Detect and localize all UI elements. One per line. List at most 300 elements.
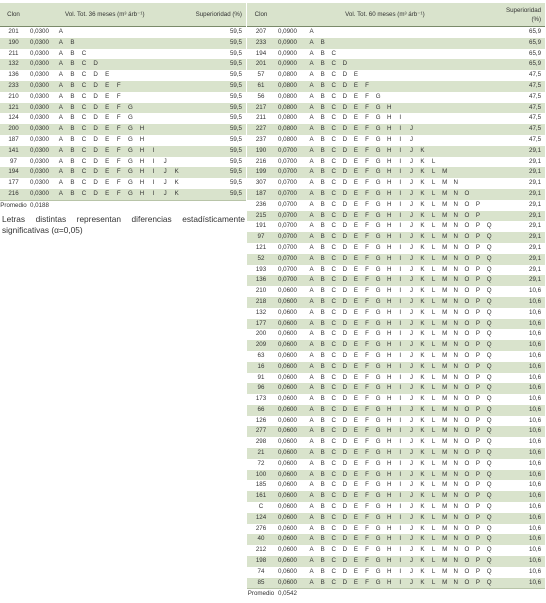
- group-letter: [472, 81, 483, 92]
- group-letter: L: [428, 405, 439, 416]
- group-letter: A: [55, 81, 67, 92]
- group-letter: J: [406, 135, 417, 146]
- group-letter: B: [317, 157, 328, 168]
- group-letter: A: [306, 319, 317, 330]
- group-letter: O: [461, 243, 472, 254]
- group-letter: A: [306, 254, 317, 265]
- group-letter: [439, 135, 450, 146]
- group-letter: H: [384, 340, 395, 351]
- group-letter: A: [55, 135, 67, 146]
- group-letter: E: [350, 308, 361, 319]
- group-letter: D: [90, 178, 102, 189]
- group-letter: G: [373, 124, 384, 135]
- clon-cell: 217: [247, 103, 275, 114]
- group-letter: M: [439, 308, 450, 319]
- group-letter: P: [472, 340, 483, 351]
- volume-cell: 0,0600: [275, 286, 306, 297]
- group-letter: [450, 70, 461, 81]
- group-letter: I: [395, 578, 406, 589]
- group-letter: E: [350, 135, 361, 146]
- group-letter: G: [125, 103, 137, 114]
- group-letter: P: [472, 524, 483, 535]
- group-letter: M: [439, 275, 450, 286]
- group-letter: [472, 178, 483, 189]
- group-letter: [428, 59, 439, 70]
- group-letter: G: [373, 556, 384, 567]
- group-letter: N: [450, 275, 461, 286]
- group-letter: [450, 124, 461, 135]
- superioridad-cell: 59,5: [183, 27, 246, 38]
- group-letter: P: [472, 254, 483, 265]
- group-letter: C: [328, 211, 339, 222]
- group-letter: J: [406, 254, 417, 265]
- group-letter: A: [306, 49, 317, 60]
- group-letter: I: [395, 491, 406, 502]
- group-letter: L: [428, 286, 439, 297]
- group-letter: I: [395, 232, 406, 243]
- group-letter: E: [350, 275, 361, 286]
- group-letter: Q: [484, 243, 495, 254]
- group-letter: F: [361, 297, 372, 308]
- group-letter: A: [306, 351, 317, 362]
- group-letter: J: [406, 524, 417, 535]
- superioridad-cell: 29,1: [495, 200, 545, 211]
- group-letter: B: [317, 416, 328, 427]
- table-row: [0, 146, 246, 157]
- group-letter: E: [350, 556, 361, 567]
- group-letter: E: [350, 189, 361, 200]
- group-letter: [171, 113, 183, 124]
- group-letter: C: [78, 124, 90, 135]
- volume-cell: 0,0300: [27, 189, 55, 200]
- group-letter: B: [317, 513, 328, 524]
- group-letter: H: [136, 124, 148, 135]
- group-letter: I: [395, 502, 406, 513]
- group-letter: I: [395, 480, 406, 491]
- group-letter: N: [450, 373, 461, 384]
- group-letter: A: [306, 373, 317, 384]
- group-letter: B: [67, 157, 79, 168]
- group-letter: L: [428, 578, 439, 589]
- group-letter: B: [67, 178, 79, 189]
- group-letter: A: [306, 167, 317, 178]
- group-letter: I: [395, 113, 406, 124]
- group-letter: [417, 59, 428, 70]
- group-letter: Q: [484, 502, 495, 513]
- clon-cell: 191: [247, 221, 275, 232]
- group-letter: D: [90, 103, 102, 114]
- group-letter: J: [406, 275, 417, 286]
- group-letter: H: [384, 416, 395, 427]
- group-letter: H: [384, 351, 395, 362]
- group-letter: I: [395, 146, 406, 157]
- group-letter: C: [328, 103, 339, 114]
- group-letter: E: [350, 286, 361, 297]
- clon-cell: 194: [247, 49, 275, 60]
- group-letter: O: [461, 513, 472, 524]
- group-letter: E: [350, 524, 361, 535]
- group-letter: E: [350, 362, 361, 373]
- group-letter: E: [350, 211, 361, 222]
- group-letter: O: [461, 383, 472, 394]
- group-letter: A: [55, 124, 67, 135]
- volume-cell: 0,0700: [275, 189, 306, 200]
- group-letter: [472, 70, 483, 81]
- group-letter: A: [306, 534, 317, 545]
- superioridad-cell: 10,6: [495, 394, 545, 405]
- group-letter: [159, 70, 171, 81]
- clon-cell: 210: [247, 286, 275, 297]
- clon-cell: 126: [247, 416, 275, 427]
- group-letter: E: [350, 394, 361, 405]
- group-letter: A: [306, 480, 317, 491]
- group-letter: [461, 92, 472, 103]
- volume-cell: 0,0600: [275, 513, 306, 524]
- group-letter: [171, 59, 183, 70]
- group-letter: [328, 38, 339, 49]
- group-letter: K: [417, 146, 428, 157]
- table-row: [247, 113, 545, 124]
- group-letter: J: [406, 373, 417, 384]
- superioridad-cell: 59,5: [183, 135, 246, 146]
- group-letter: H: [384, 459, 395, 470]
- group-letter: C: [328, 437, 339, 448]
- group-letter: [125, 81, 137, 92]
- group-letter: J: [406, 416, 417, 427]
- group-letter: B: [317, 373, 328, 384]
- group-letter: I: [148, 157, 160, 168]
- average-value: 0,0188: [27, 200, 55, 211]
- group-letter: [461, 113, 472, 124]
- group-letter: B: [317, 81, 328, 92]
- group-letter: O: [461, 221, 472, 232]
- volume-cell: 0,0600: [275, 340, 306, 351]
- volume-cell: 0,0700: [275, 254, 306, 265]
- group-letter: J: [159, 178, 171, 189]
- group-letter: M: [439, 254, 450, 265]
- group-letter: F: [361, 394, 372, 405]
- group-letter: G: [373, 243, 384, 254]
- group-letter: C: [328, 81, 339, 92]
- group-letter: Q: [484, 297, 495, 308]
- group-letter: [484, 59, 495, 70]
- group-letter: [428, 27, 439, 38]
- group-letter: [384, 38, 395, 49]
- group-letter: [406, 27, 417, 38]
- group-letter: L: [428, 200, 439, 211]
- group-letter: O: [461, 534, 472, 545]
- group-letter: N: [450, 470, 461, 481]
- group-letter: C: [328, 265, 339, 276]
- group-letter: P: [472, 265, 483, 276]
- group-letter: O: [461, 232, 472, 243]
- group-letter: A: [55, 59, 67, 70]
- group-letter: A: [306, 437, 317, 448]
- group-letter: K: [171, 189, 183, 200]
- group-letter: [125, 59, 137, 70]
- superioridad-cell: 29,1: [495, 275, 545, 286]
- group-letter: [472, 167, 483, 178]
- group-letter: [148, 38, 160, 49]
- group-letter: F: [361, 167, 372, 178]
- group-letter: A: [55, 113, 67, 124]
- group-letter: D: [339, 578, 350, 589]
- group-letter: B: [67, 146, 79, 157]
- group-letter: F: [113, 167, 125, 178]
- group-letter: [461, 146, 472, 157]
- group-letter: E: [350, 567, 361, 578]
- volume-cell: 0,0300: [27, 59, 55, 70]
- group-letter: E: [350, 502, 361, 513]
- group-letter: B: [67, 81, 79, 92]
- group-letter: N: [450, 265, 461, 276]
- group-letter: K: [417, 211, 428, 222]
- group-letter: M: [439, 405, 450, 416]
- clon-cell: 132: [247, 308, 275, 319]
- group-letter: K: [417, 275, 428, 286]
- group-letter: P: [472, 534, 483, 545]
- group-letter: G: [373, 113, 384, 124]
- group-letter: [171, 27, 183, 38]
- group-letter: B: [317, 221, 328, 232]
- group-letter: O: [461, 491, 472, 502]
- group-letter: L: [428, 383, 439, 394]
- group-letter: P: [472, 416, 483, 427]
- group-letter: E: [350, 534, 361, 545]
- group-letter: J: [406, 383, 417, 394]
- group-letter: J: [406, 265, 417, 276]
- group-letter: G: [373, 362, 384, 373]
- superioridad-cell: 10,6: [495, 319, 545, 330]
- group-letter: E: [350, 124, 361, 135]
- group-letter: [384, 27, 395, 38]
- superioridad-cell: 65,9: [495, 49, 545, 60]
- group-letter: B: [317, 211, 328, 222]
- group-letter: [428, 124, 439, 135]
- group-letter: B: [67, 59, 79, 70]
- group-letter: [395, 81, 406, 92]
- group-letter: C: [328, 362, 339, 373]
- group-letter: M: [439, 426, 450, 437]
- group-letter: C: [78, 59, 90, 70]
- group-letter: N: [450, 567, 461, 578]
- table-36-months: [0, 3, 246, 212]
- superioridad-cell: 10,6: [495, 351, 545, 362]
- group-letter: N: [450, 351, 461, 362]
- group-letter: K: [417, 545, 428, 556]
- group-letter: O: [461, 351, 472, 362]
- group-letter: F: [361, 308, 372, 319]
- superioridad-cell: 59,5: [183, 113, 246, 124]
- group-letter: D: [339, 480, 350, 491]
- table-row: [247, 167, 545, 178]
- group-letter: K: [417, 480, 428, 491]
- group-letter: [159, 38, 171, 49]
- group-letter: [159, 113, 171, 124]
- group-letter: B: [317, 319, 328, 330]
- group-letter: H: [384, 103, 395, 114]
- superioridad-cell: 59,5: [183, 178, 246, 189]
- group-letter: C: [328, 221, 339, 232]
- group-letter: E: [350, 265, 361, 276]
- group-letter: D: [339, 437, 350, 448]
- group-letter: G: [373, 221, 384, 232]
- volume-cell: 0,0600: [275, 470, 306, 481]
- group-letter: J: [406, 437, 417, 448]
- group-letter: F: [361, 448, 372, 459]
- group-letter: Q: [484, 383, 495, 394]
- group-letter: P: [472, 578, 483, 589]
- group-letter: F: [361, 567, 372, 578]
- group-letter: [373, 27, 384, 38]
- clon-cell: 100: [247, 470, 275, 481]
- group-letter: B: [317, 351, 328, 362]
- group-letter: Q: [484, 286, 495, 297]
- group-letter: B: [317, 470, 328, 481]
- group-letter: D: [339, 448, 350, 459]
- group-letter: L: [428, 394, 439, 405]
- group-letter: O: [461, 480, 472, 491]
- group-letter: [148, 92, 160, 103]
- group-letter: [417, 70, 428, 81]
- group-letter: E: [350, 480, 361, 491]
- group-letter: B: [317, 502, 328, 513]
- volume-cell: 0,0600: [275, 405, 306, 416]
- group-letter: D: [339, 373, 350, 384]
- table-row: [247, 556, 545, 567]
- group-letter: [472, 146, 483, 157]
- group-letter: H: [384, 308, 395, 319]
- clon-cell: 201: [0, 27, 27, 38]
- group-letter: A: [306, 27, 317, 38]
- group-letter: [171, 38, 183, 49]
- group-letter: H: [384, 124, 395, 135]
- group-letter: [125, 27, 137, 38]
- group-letter: F: [113, 92, 125, 103]
- group-letter: E: [350, 103, 361, 114]
- table-row: [0, 113, 246, 124]
- group-letter: C: [328, 135, 339, 146]
- group-letter: [159, 49, 171, 60]
- group-letter: D: [339, 383, 350, 394]
- table-row: [247, 178, 545, 189]
- group-letter: P: [472, 275, 483, 286]
- group-letter: B: [317, 135, 328, 146]
- group-letter: [136, 70, 148, 81]
- group-letter: [472, 59, 483, 70]
- group-letter: A: [306, 394, 317, 405]
- group-letter: [395, 27, 406, 38]
- group-letter: L: [428, 362, 439, 373]
- volume-cell: 0,0800: [275, 113, 306, 124]
- group-letter: [461, 135, 472, 146]
- group-letter: [428, 146, 439, 157]
- group-letter: [450, 49, 461, 60]
- group-letter: M: [439, 362, 450, 373]
- group-letter: J: [406, 459, 417, 470]
- group-letter: I: [395, 362, 406, 373]
- group-letter: B: [317, 49, 328, 60]
- group-letter: M: [439, 286, 450, 297]
- group-letter: [90, 27, 102, 38]
- table-row: [247, 221, 545, 232]
- group-letter: [472, 135, 483, 146]
- group-letter: J: [406, 308, 417, 319]
- group-letter: E: [350, 491, 361, 502]
- group-letter: [339, 27, 350, 38]
- group-letter: A: [306, 286, 317, 297]
- group-letter: A: [306, 426, 317, 437]
- group-letter: A: [306, 524, 317, 535]
- group-letter: C: [328, 340, 339, 351]
- group-letter: B: [317, 534, 328, 545]
- group-letter: [439, 113, 450, 124]
- group-letter: C: [328, 232, 339, 243]
- group-letter: D: [90, 92, 102, 103]
- clon-cell: 236: [247, 200, 275, 211]
- group-letter: Q: [484, 459, 495, 470]
- group-letter: Q: [484, 329, 495, 340]
- table-row: [247, 27, 545, 38]
- group-letter: O: [461, 297, 472, 308]
- group-letter: [384, 59, 395, 70]
- group-letter: [417, 49, 428, 60]
- group-letter: M: [439, 373, 450, 384]
- clon-cell: 96: [247, 383, 275, 394]
- group-letter: P: [472, 513, 483, 524]
- group-letter: G: [373, 211, 384, 222]
- group-letter: M: [439, 556, 450, 567]
- group-letter: H: [384, 319, 395, 330]
- significance-note: Letras distintas representan diferencias estadísticamente significativas (α=0,05): [2, 214, 245, 235]
- group-letter: F: [361, 502, 372, 513]
- group-letter: L: [428, 178, 439, 189]
- group-letter: J: [406, 362, 417, 373]
- table-row: [247, 480, 545, 491]
- group-letter: [450, 27, 461, 38]
- group-letter: A: [306, 135, 317, 146]
- superioridad-cell: 47,5: [495, 92, 545, 103]
- group-letter: Q: [484, 232, 495, 243]
- clon-cell: 307: [247, 178, 275, 189]
- group-letter: M: [439, 232, 450, 243]
- group-letter: J: [406, 491, 417, 502]
- group-letter: A: [55, 167, 67, 178]
- group-letter: [148, 81, 160, 92]
- group-letter: [450, 146, 461, 157]
- table-row: [0, 157, 246, 168]
- group-letter: H: [384, 405, 395, 416]
- group-letter: C: [78, 167, 90, 178]
- volume-cell: 0,0300: [27, 70, 55, 81]
- clon-cell: 177: [0, 178, 27, 189]
- group-letter: B: [317, 38, 328, 49]
- group-letter: B: [317, 459, 328, 470]
- clon-cell: 207: [247, 27, 275, 38]
- group-letter: M: [439, 351, 450, 362]
- clon-cell: 161: [247, 491, 275, 502]
- group-letter: D: [90, 189, 102, 200]
- group-letter: [159, 59, 171, 70]
- group-letter: J: [406, 297, 417, 308]
- volume-cell: 0,0600: [275, 362, 306, 373]
- clon-cell: 237: [247, 135, 275, 146]
- clon-cell: 233: [247, 38, 275, 49]
- table-row: [0, 135, 246, 146]
- header-superioridad: Superioridad (%): [183, 3, 246, 27]
- group-letter: E: [101, 157, 113, 168]
- group-letter: F: [361, 362, 372, 373]
